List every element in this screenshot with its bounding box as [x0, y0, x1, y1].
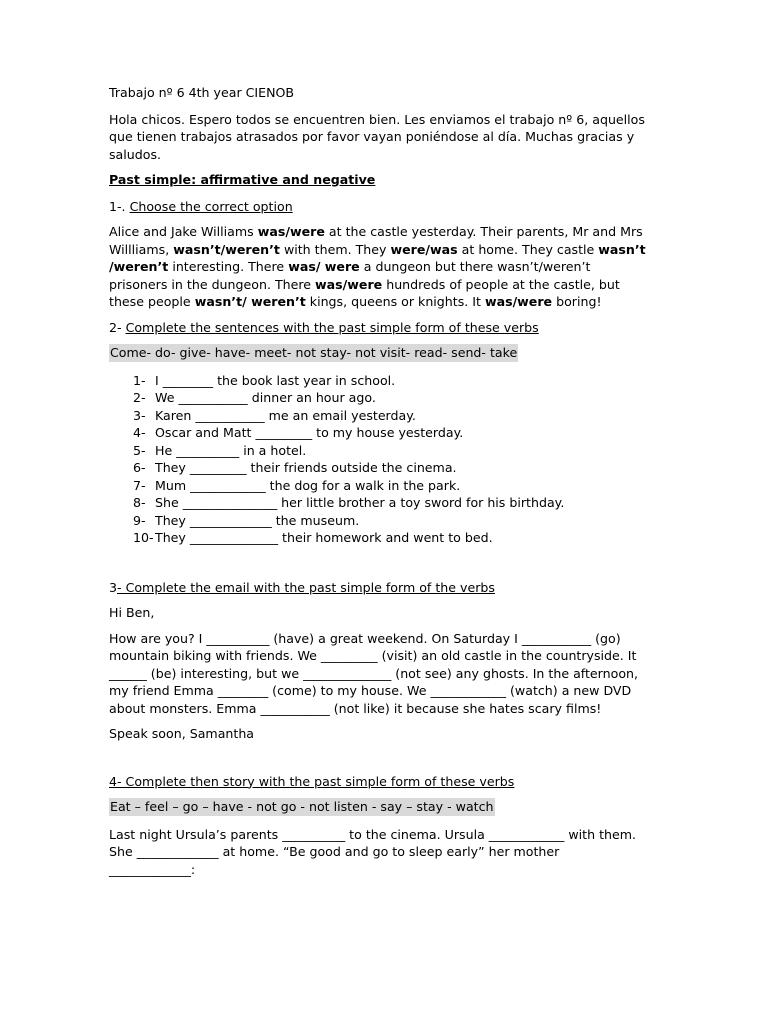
list-item-text: We ___________ dinner an hour ago. [155, 390, 376, 405]
list-item-text: Mum ____________ the dog for a walk in the park. [155, 477, 461, 493]
list-item-text: They _____________ the museum. [155, 512, 360, 528]
list-item [109, 407, 649, 425]
list-item [109, 512, 649, 530]
section-heading: Past simple: affirmative and negative [109, 172, 376, 187]
list-item-text: They ______________ their homework and went to bed. [155, 530, 493, 545]
paragraph-text: at the castle yesterday. Their parents, Mr and Mrs Willliams, [109, 224, 643, 257]
exercise-3-title: 3- Complete the email with the past simple form of the verbs [109, 579, 495, 595]
option-choice: wasn’t/weren’t [173, 241, 280, 257]
email-greeting: Hi Ben, [109, 605, 155, 620]
list-item-number: 7- [133, 477, 146, 493]
list-item-number: 4- [133, 425, 146, 440]
list-item [109, 477, 649, 495]
document-title: Trabajo nº 6 4th year CIENOB [109, 85, 295, 100]
exercise-2-title: 2- Complete the sentences with the past simple form of these verbs [109, 319, 539, 335]
list-item-number: 2- [133, 390, 146, 405]
option-choice: wasn’t /weren’t [109, 241, 646, 274]
paragraph-text: kings, queens or knights. It [305, 294, 485, 309]
list-item-number: 8- [133, 495, 146, 510]
option-choice: were/was [390, 241, 458, 257]
option-choice: was/were [257, 224, 325, 239]
list-item [109, 372, 649, 390]
paragraph-text: at home. They castle [457, 241, 599, 257]
option-choice: was/were [315, 276, 383, 292]
list-item [109, 459, 649, 477]
email-signoff: Speak soon, Samantha [109, 726, 255, 741]
list-item-text: Oscar and Matt _________ to my house yesterday. [155, 425, 464, 440]
paragraph-text: interesting. There [168, 259, 289, 274]
list-item-text: Karen ___________ me an email yesterday. [155, 407, 416, 423]
option-choice: wasn’t/ weren’t [194, 294, 306, 309]
paragraph-text: boring! [552, 294, 602, 309]
exercise-4-wordbank: Eat – feel – go – have - not go - not listen - say – stay - watch [110, 799, 494, 814]
option-choice: was/were [484, 294, 553, 309]
list-item-number: 10- [133, 530, 154, 545]
paragraph-text: with them. They [279, 241, 391, 257]
exercise-1-paragraph [109, 223, 649, 311]
email-body: How are you? I __________ (have) a great weekend. On Saturday I ___________ (go) mountain biking with friends. We _________ (visit) an old castle in the countryside. It ______ (be) interesting, but we ______________ (not see) any ghosts. In the afternoon, my friend Emma ________ (come) to my house. We ____________ (watch) a new DVD about monsters. Emma ___________ (not like) it because she hates scary films! [109, 630, 639, 716]
list-item [109, 529, 649, 547]
exercise-1-title: 1-. Choose the correct option [109, 198, 293, 214]
option-choice: was/ were [288, 259, 360, 274]
list-item-number: 9- [133, 512, 146, 528]
intro-paragraph: Hola chicos. Espero todos se encuentren bien. Les enviamos el trabajo nº 6, aquellos que tienen trabajos atrasados por favor vayan poniéndose al día. Muchas gracias y saludos. [109, 111, 645, 162]
list-item [109, 494, 649, 512]
paragraph-text: Alice and Jake Williams [109, 224, 258, 239]
list-item-number: 3- [133, 407, 146, 423]
list-item [109, 389, 649, 407]
exercise-2-list [109, 372, 649, 547]
list-item-text: They _________ their friends outside the cinema. [155, 460, 457, 475]
list-item [109, 442, 649, 460]
document-body [109, 84, 649, 878]
list-item [109, 424, 649, 442]
list-item-number: 1- [133, 372, 146, 388]
list-item-number: 5- [133, 442, 146, 458]
exercise-2-wordbank: Come- do- give- have- meet- not stay- not visit- read- send- take [110, 345, 518, 360]
list-item-text: She _______________ her little brother a toy sword for his birthday. [155, 495, 565, 510]
list-item-number: 6- [133, 460, 146, 475]
exercise-4-title: 4- Complete then story with the past simple form of these verbs [109, 773, 515, 789]
list-item-text: I ________ the book last year in school. [155, 372, 396, 388]
exercise-4-paragraph: Last night Ursula’s parents __________ to the cinema. Ursula ____________ with them. She _____________ at home. “Be good and go to sleep early” her mother _____________: [109, 826, 637, 877]
paragraph-text: a dungeon but there wasn’t/weren’t prisoners in the dungeon. There [109, 259, 591, 292]
list-item-text: He __________ in a hotel. [155, 442, 307, 458]
paragraph-text: hundreds of people at the castle, but these people [109, 276, 620, 309]
